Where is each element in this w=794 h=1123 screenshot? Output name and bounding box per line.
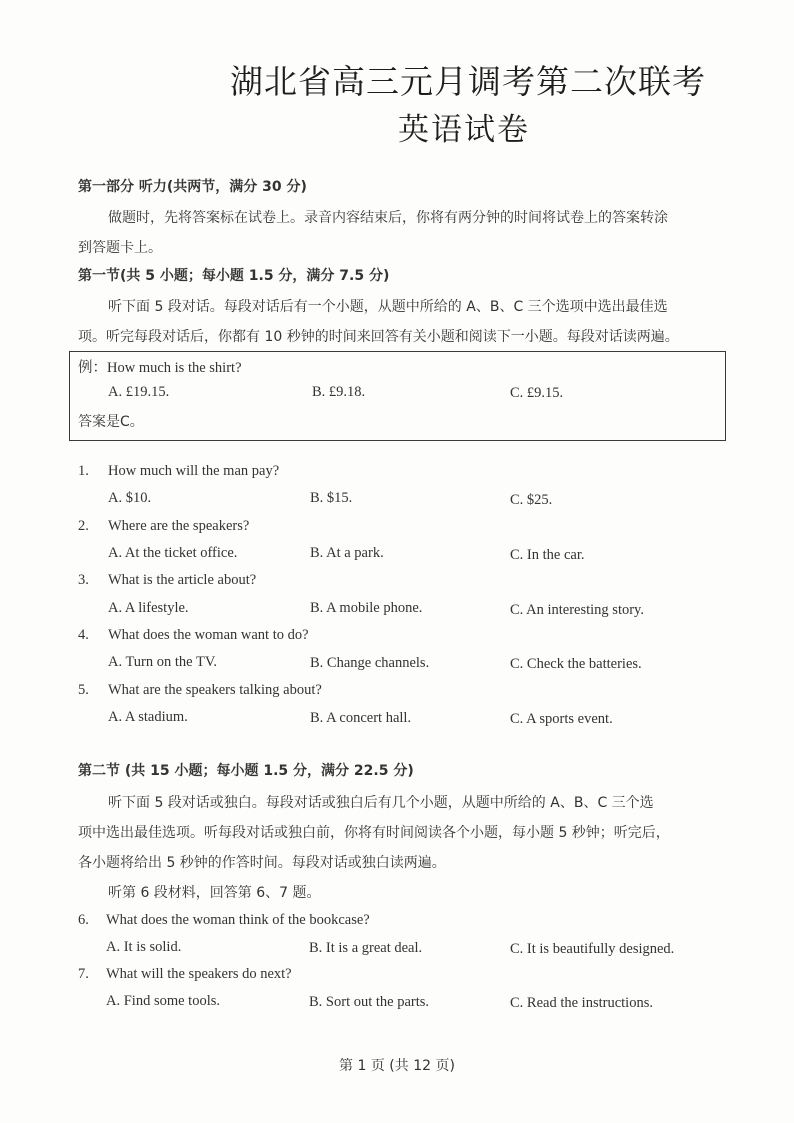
question-text: What will the speakers do next? bbox=[106, 966, 292, 982]
section2-instruction-line1: 听下面 5 段对话或独白。每段对话或独白后有几个小题，从题中所给的 A、B、C 三个选 bbox=[108, 795, 654, 811]
example-question: 例：How much is the shirt? bbox=[78, 360, 242, 376]
question-text: Where are the speakers? bbox=[108, 518, 250, 534]
option-b: B. Change channels. bbox=[310, 655, 430, 671]
option-b: B. $15. bbox=[310, 490, 353, 506]
option-c: C. Check the batteries. bbox=[510, 656, 642, 672]
example-answer: 答案是C。 bbox=[78, 414, 144, 430]
example-option-c: C. £9.15. bbox=[510, 385, 564, 401]
section1-heading: 第一节(共 5 小题；每小题 1.5 分，满分 7.5 分) bbox=[78, 268, 390, 284]
question-number: 3. bbox=[78, 572, 89, 588]
part1-instruction-line1: 做题时，先将答案标在试卷上。录音内容结束后，你将有两分钟的时间将试卷上的答案转涂 bbox=[108, 210, 668, 226]
question-number: 7. bbox=[78, 966, 89, 982]
section1-instruction-line1: 听下面 5 段对话。每段对话后有一个小题，从题中所给的 A、B、C 三个选项中选出最佳选 bbox=[108, 299, 668, 315]
option-a: A. A stadium. bbox=[108, 709, 188, 725]
option-c: C. Read the instructions. bbox=[510, 995, 653, 1011]
option-a: A. A lifestyle. bbox=[108, 600, 189, 616]
option-b: B. A concert hall. bbox=[310, 710, 412, 726]
option-c: C. A sports event. bbox=[510, 711, 613, 727]
section1-instruction-line2: 项。听完每段对话后，你都有 10 秒钟的时间来回答有关小题和阅读下一小题。每段对话读两遍。 bbox=[78, 329, 679, 345]
example-option-a: A. £19.15. bbox=[108, 384, 170, 400]
option-a: A. $10. bbox=[108, 490, 152, 506]
exam-title: 湖北省高三元月调考第二次联考 bbox=[230, 62, 706, 101]
option-c: C. It is beautifully designed. bbox=[510, 941, 675, 957]
section2-instruction-line3: 各小题将给出 5 秒钟的作答时间。每段对话或独白读两遍。 bbox=[78, 855, 446, 871]
part1-heading: 第一部分 听力(共两节，满分 30 分) bbox=[78, 179, 307, 195]
question-number: 6. bbox=[78, 912, 89, 928]
question-number: 2. bbox=[78, 518, 89, 534]
option-a: A. It is solid. bbox=[106, 939, 182, 955]
option-b: B. At a park. bbox=[310, 545, 384, 561]
question-text: What is the article about? bbox=[108, 572, 257, 588]
question-text: How much will the man pay? bbox=[108, 463, 280, 479]
option-c: C. An interesting story. bbox=[510, 602, 644, 618]
example-option-b: B. £9.18. bbox=[312, 384, 366, 400]
exam-subtitle: 英语试卷 bbox=[398, 112, 530, 148]
option-b: B. It is a great deal. bbox=[309, 940, 423, 956]
option-c: C. In the car. bbox=[510, 547, 585, 563]
question-text: What does the woman want to do? bbox=[108, 627, 309, 643]
option-a: A. At the ticket office. bbox=[108, 545, 238, 561]
option-c: C. $25. bbox=[510, 492, 553, 508]
section2-heading: 第二节 (共 15 小题；每小题 1.5 分，满分 22.5 分) bbox=[78, 763, 414, 779]
option-a: A. Find some tools. bbox=[106, 993, 220, 1009]
question-text: What does the woman think of the bookcase? bbox=[106, 912, 370, 928]
material-instruction: 听第 6 段材料，回答第 6、7 题。 bbox=[108, 885, 321, 901]
question-number: 1. bbox=[78, 463, 89, 479]
part1-instruction-line2: 到答题卡上。 bbox=[78, 240, 162, 256]
option-a: A. Turn on the TV. bbox=[108, 654, 218, 670]
option-b: B. A mobile phone. bbox=[310, 600, 423, 616]
option-b: B. Sort out the parts. bbox=[309, 994, 430, 1010]
section2-instruction-line2: 项中选出最佳选项。听每段对话或独白前，你将有时间阅读各个小题，每小题 5 秒钟；听完后， bbox=[78, 825, 670, 841]
question-text: What are the speakers talking about? bbox=[108, 682, 322, 698]
page-footer: 第 1 页 (共 12 页) bbox=[339, 1058, 455, 1074]
question-number: 4. bbox=[78, 627, 89, 643]
question-number: 5. bbox=[78, 682, 89, 698]
